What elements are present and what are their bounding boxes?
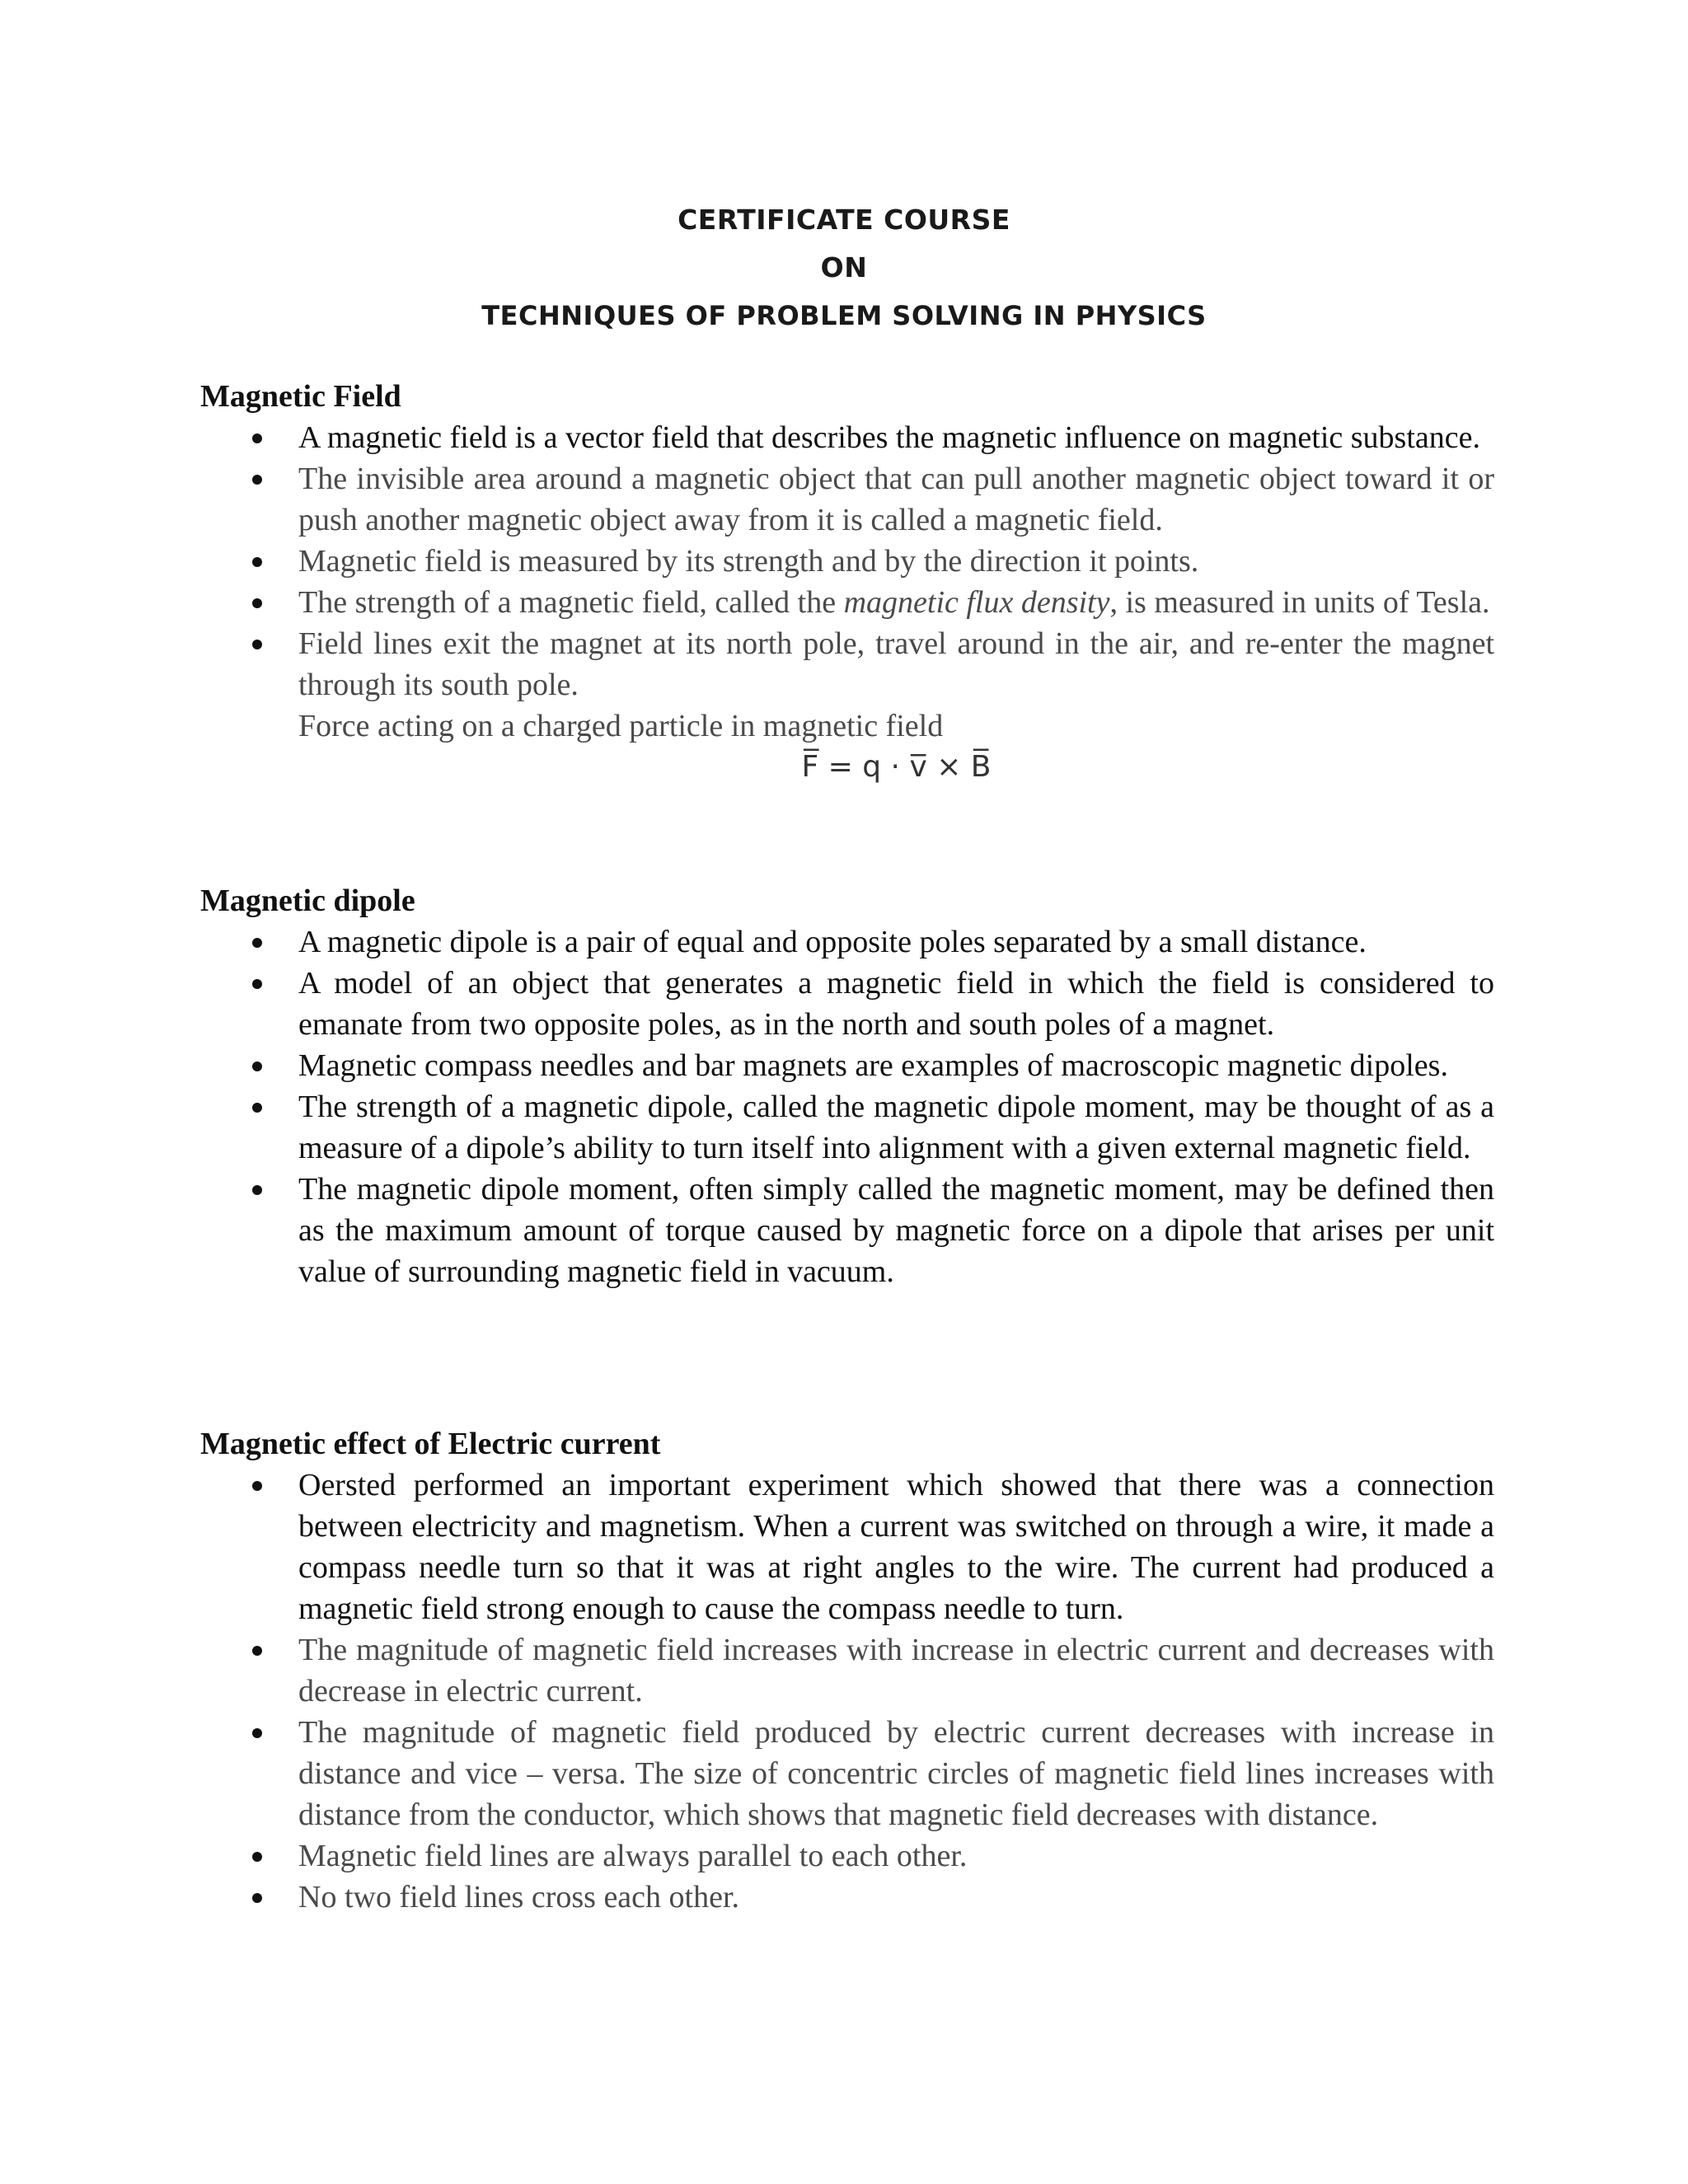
list-item-text: , is measured in units of Tesla. (1109, 585, 1490, 620)
title-line-3: TECHNIQUES OF PROBLEM SOLVING IN PHYSICS (481, 300, 1207, 331)
list-item-text: The strength of a magnetic dipole, called the magnetic dipole moment, may be thought of as a measure of a dipole’s ability to turn itself into alignment with a given external magnetic field. (298, 1090, 1494, 1165)
bullet-icon (252, 938, 262, 948)
bullet-icon (252, 598, 262, 608)
bullet-icon (252, 475, 262, 485)
list-item (200, 623, 1494, 705)
force-caption: Force acting on a charged particle in magnetic field (298, 709, 944, 743)
bullet-list (200, 1465, 1494, 1629)
bullet-icon (252, 979, 262, 989)
list-item (200, 458, 1494, 541)
list-item (200, 1877, 1494, 1918)
section-heading: Magnetic Field (200, 379, 401, 414)
list-item (200, 1465, 1494, 1629)
section-heading: Magnetic effect of Electric current (200, 1427, 661, 1461)
list-item-text: No two field lines cross each other. (298, 1880, 740, 1915)
bullet-icon (252, 434, 262, 443)
section-magnetic-field (200, 376, 1494, 788)
list-item (200, 1629, 1494, 1712)
bullet-icon (252, 640, 262, 649)
bullet-icon (252, 1646, 262, 1656)
list-item-text: Oersted performed an important experiment which showed that there was a connection between electricity and magnetism. When a current was switched on through a wire, it made a compass needle turn so that it was at right angles to the wire. The current had produced a magnetic field strong enough to cause the compass needle to turn. (298, 1468, 1494, 1626)
list-item (200, 1169, 1494, 1292)
lorentz-force-formula: F̅ = q · v̅ × B̅ (801, 750, 992, 784)
bullet-list (200, 417, 1494, 705)
list-item-text: The magnitude of magnetic field produced by electric current decreases with increase in distance and vice – versa. The size of concentric circles of magnetic field lines increases with distance from the conductor, which shows that magnetic field decreases with distance. (298, 1715, 1494, 1832)
section-magnetic-dipole (200, 880, 1494, 1292)
bullet-icon (252, 557, 262, 567)
title-line-2: ON (820, 251, 868, 284)
list-item (200, 582, 1494, 623)
list-item-text: Magnetic field lines are always parallel to each other. (298, 1839, 968, 1873)
list-item-text: A magnetic dipole is a pair of equal and opposite poles separated by a small distance. (298, 925, 1367, 959)
list-item-text: The invisible area around a magnetic object that can pull another magnetic object toward it or push another magnetic object away from it is called a magnetic field. (298, 462, 1494, 537)
bullet-list (200, 1629, 1494, 1918)
list-item (200, 1835, 1494, 1877)
list-item (200, 963, 1494, 1045)
emphasis-text: magnetic flux density (843, 585, 1110, 620)
list-item (200, 1045, 1494, 1086)
list-item-text: A model of an object that generates a magnetic field in which the field is considered to emanate from two opposite poles, as in the north and south poles of a magnet. (298, 966, 1494, 1042)
bullet-icon (252, 1852, 262, 1862)
bullet-icon (252, 1481, 262, 1491)
list-item-text: A magnetic field is a vector field that describes the magnetic influence on magnetic substance. (298, 420, 1480, 455)
list-item (200, 1086, 1494, 1169)
list-item (200, 417, 1494, 458)
list-item (200, 921, 1494, 963)
list-item-text: The magnetic dipole moment, often simply called the magnetic moment, may be defined then as the maximum amount of torque caused by magnetic force on a dipole that arises per unit value of surrounding magnetic field in vacuum. (298, 1172, 1494, 1289)
bullet-icon (252, 1728, 262, 1738)
list-item (200, 541, 1494, 582)
list-item-text: Magnetic compass needles and bar magnets are examples of macroscopic magnetic dipoles. (298, 1048, 1448, 1083)
list-item-text: The strength of a magnetic field, called the (298, 585, 844, 620)
list-item-text: Field lines exit the magnet at its north pole, travel around in the air, and re-enter the magnet through its south pole. (298, 626, 1494, 702)
list-item (200, 1712, 1494, 1835)
bullet-icon (252, 1185, 262, 1195)
bullet-icon (252, 1893, 262, 1903)
bullet-list (200, 921, 1494, 1292)
bullet-icon (252, 1103, 262, 1113)
list-item-text: Magnetic field is measured by its strength and by the direction it points. (298, 544, 1199, 579)
course-title-block (0, 196, 1688, 340)
section-magnetic-effect (200, 1423, 1494, 1918)
title-line-1: CERTIFICATE COURSE (678, 204, 1010, 236)
section-heading: Magnetic dipole (200, 883, 415, 918)
bullet-icon (252, 1062, 262, 1071)
list-item-text: The magnitude of magnetic field increases with increase in electric current and decreases with decrease in electric current. (298, 1633, 1494, 1708)
